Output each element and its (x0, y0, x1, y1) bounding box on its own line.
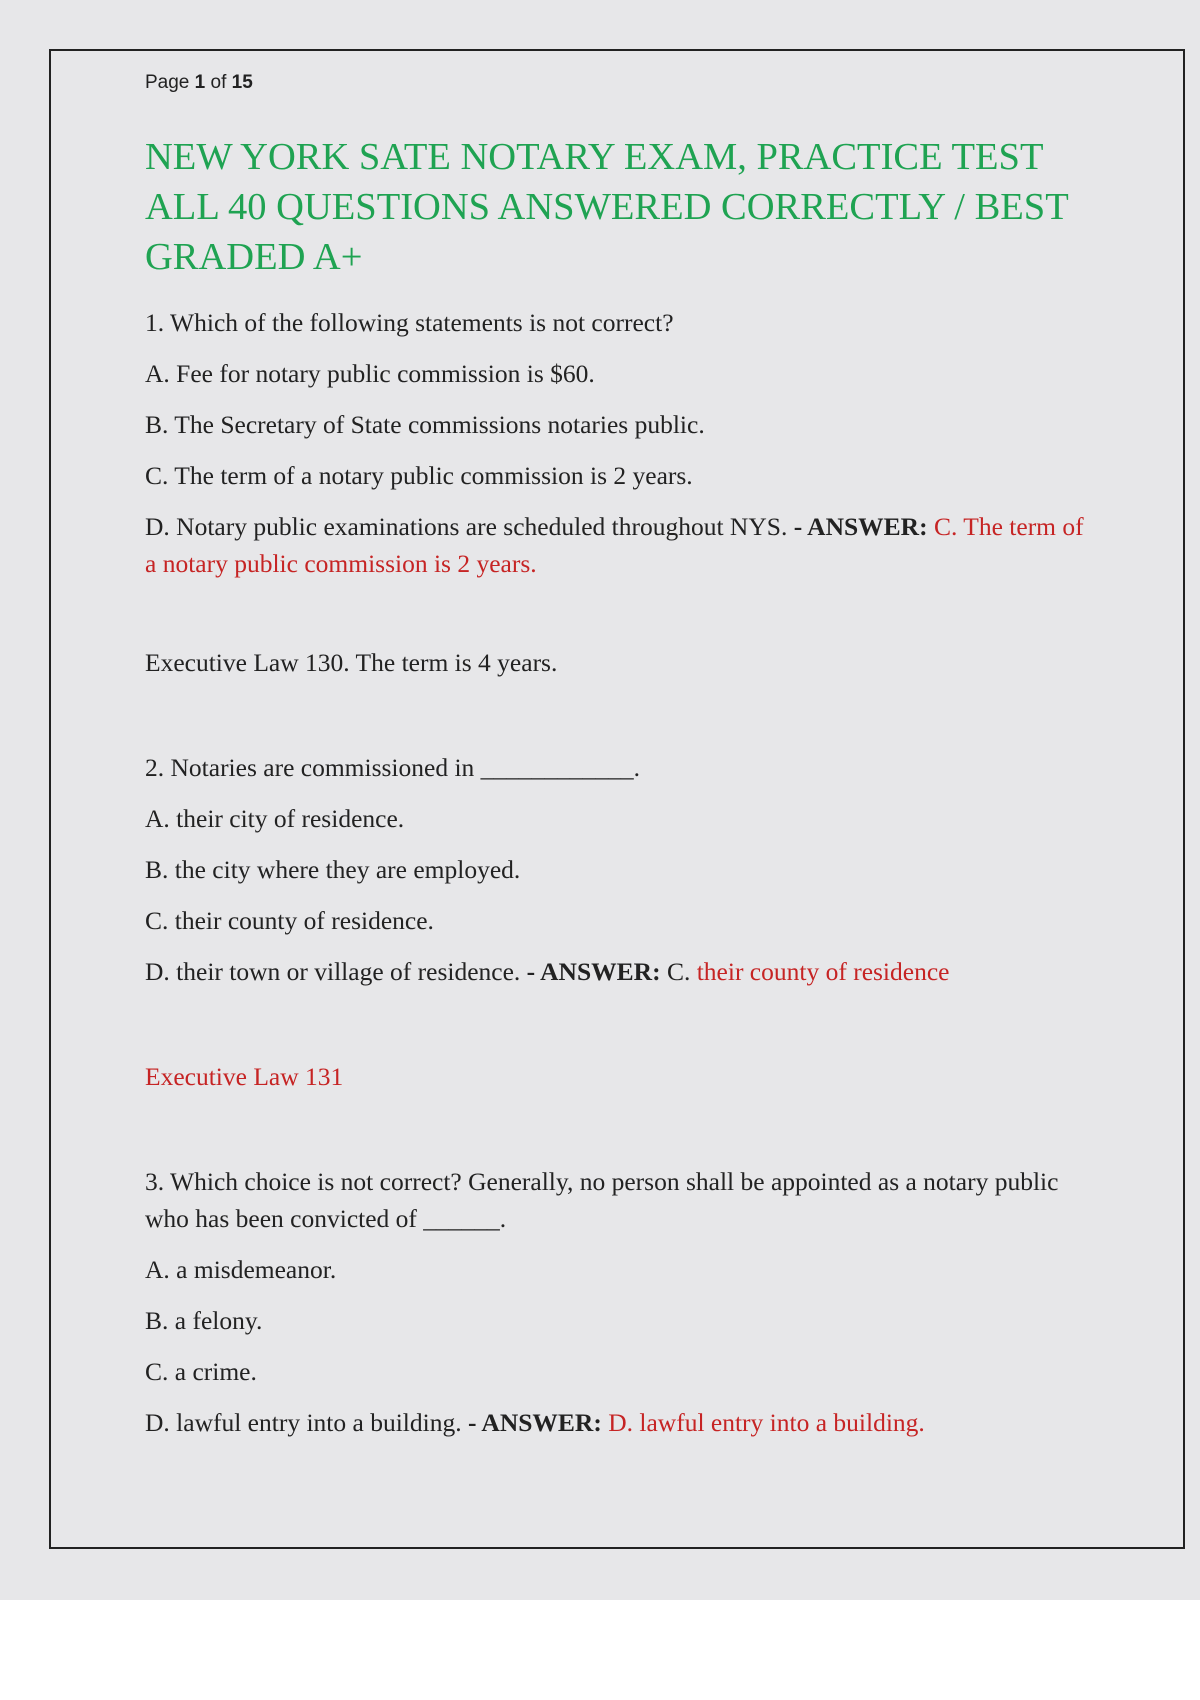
option-d (145, 953, 1095, 990)
answer-text: C. The term of a notary public commission is 2 years. (145, 512, 1084, 578)
question-2 (145, 749, 1095, 1095)
option-b: B. the city where they are employed. (145, 855, 521, 884)
answer-prefix: C. (666, 957, 691, 986)
answer-label: - ANSWER: (793, 512, 928, 541)
option-c: C. their county of residence. (145, 906, 434, 935)
option-d-text: D. their town or village of residence. (145, 957, 521, 986)
question-3 (145, 1163, 1095, 1441)
option-b: B. The Secretary of State commissions notaries public. (145, 410, 705, 439)
option-c: C. The term of a notary public commission is 2 years. (145, 461, 693, 490)
option-c: C. a crime. (145, 1357, 257, 1386)
page-number: Page 1 of 15 (145, 72, 253, 93)
option-b: B. a felony. (145, 1306, 263, 1335)
page-content (145, 72, 1095, 1455)
document-title: NEW YORK SATE NOTARY EXAM, PRACTICE TEST ALL 40 QUESTIONS ANSWERED CORRECTLY / BEST GRADED A+ (145, 136, 1069, 278)
question-stem: 2. Notaries are commissioned in ____________. (145, 753, 641, 782)
option-d-text: D. Notary public examinations are scheduled throughout NYS. (145, 512, 788, 541)
option-a: A. their city of residence. (145, 804, 405, 833)
option-a: A. a misdemeanor. (145, 1255, 337, 1284)
question-stem: 3. Which choice is not correct? Generally, no person shall be appointed as a notary public who has been convicted of ______. (145, 1167, 1059, 1233)
option-d (145, 508, 1095, 582)
answer-label: - ANSWER: (526, 957, 661, 986)
option-a: A. Fee for notary public commission is $60. (145, 359, 595, 388)
answer-label: - ANSWER: (467, 1408, 602, 1437)
explanation: Executive Law 131 (145, 1062, 344, 1091)
question-stem: 1. Which of the following statements is not correct? (145, 308, 674, 337)
option-d-text: D. lawful entry into a building. (145, 1408, 462, 1437)
answer-text: their county of residence (696, 957, 950, 986)
explanation: Executive Law 130. The term is 4 years. (145, 648, 558, 677)
option-d (145, 1404, 1095, 1441)
question-1 (145, 304, 1095, 681)
answer-text: D. lawful entry into a building. (608, 1408, 925, 1437)
